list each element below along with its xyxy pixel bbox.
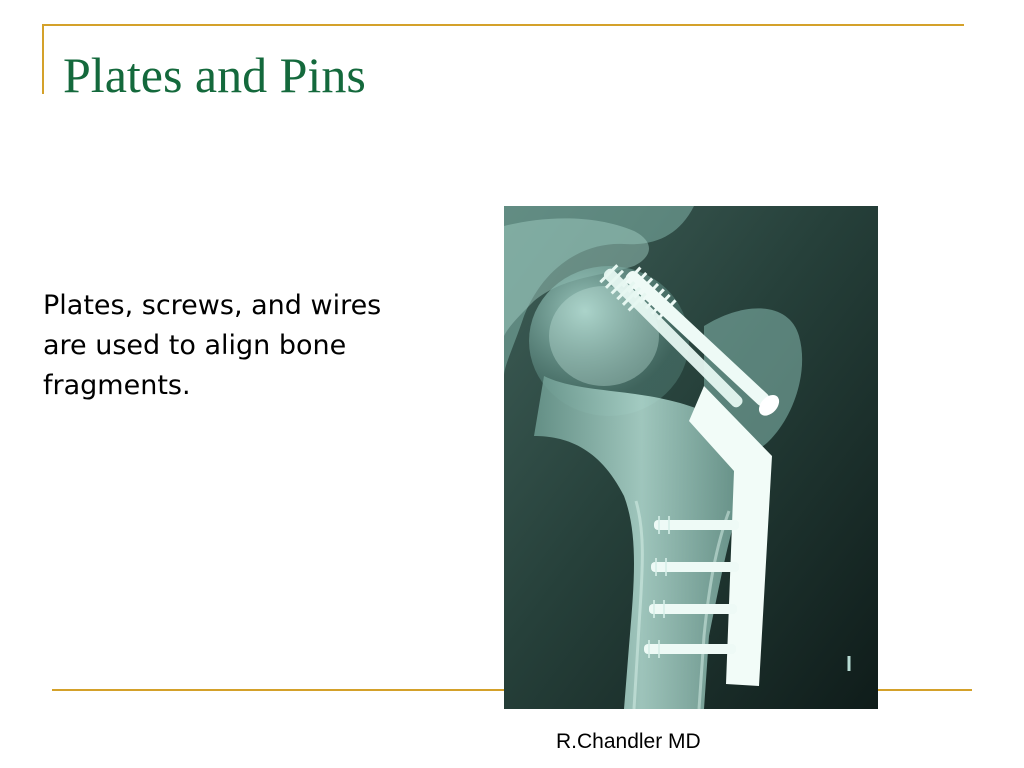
body-text: Plates, screws, and wires are used to align bone fragments. — [43, 290, 382, 401]
top-accent-line — [42, 24, 964, 26]
credit-text: R.Chandler MD — [556, 730, 701, 753]
slide-title: Plates and Pins — [63, 47, 366, 103]
left-accent-line — [42, 24, 44, 94]
xray-image — [504, 206, 878, 709]
